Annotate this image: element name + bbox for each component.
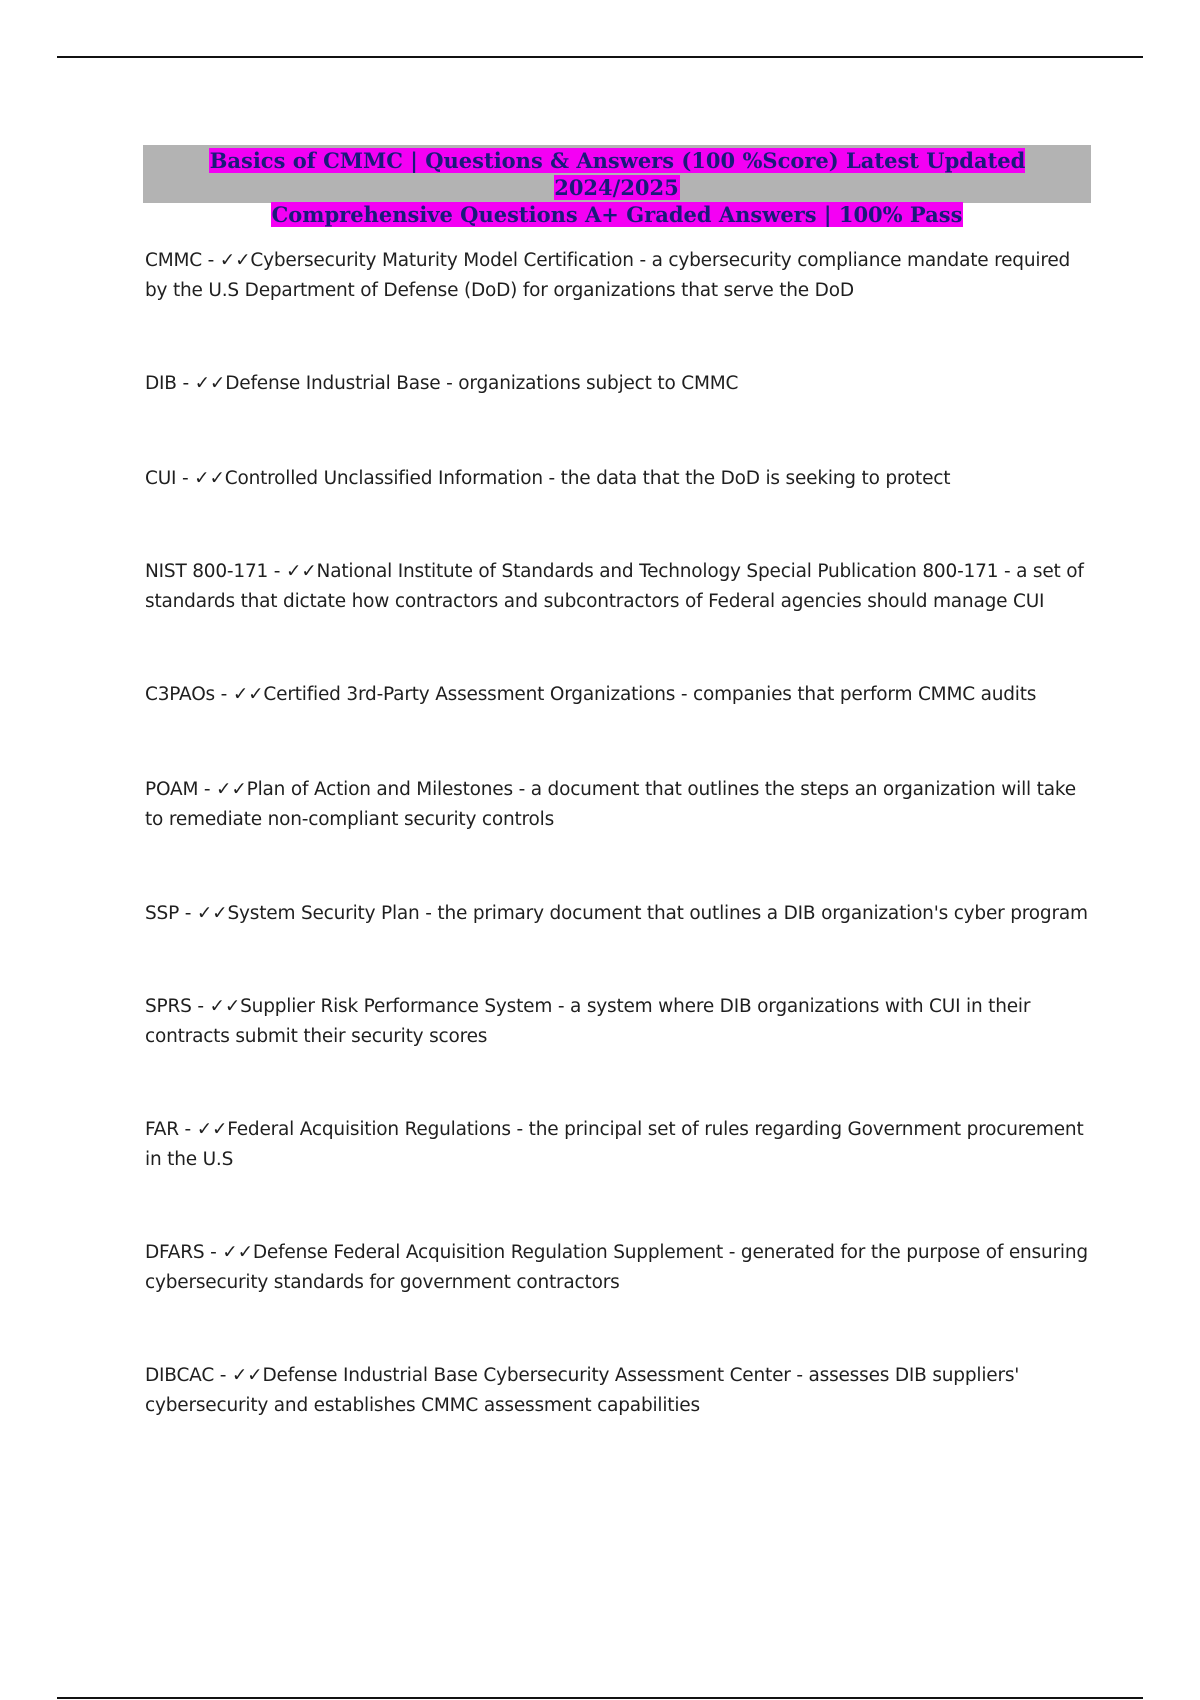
title-banner [143, 145, 1091, 227]
bottom-rule [57, 1697, 1143, 1699]
entry-ssp: SSP - ✓✓System Security Plan - the primary document that outlines a DIB organization's cyber program [145, 903, 1088, 924]
entry-dibcac: DIBCAC - ✓✓Defense Industrial Base Cybersecurity Assessment Center - assesses DIB suppliers' cybersecurity and establishes CMMC assessment capabilities [145, 1365, 1020, 1416]
entry-dfars: DFARS - ✓✓Defense Federal Acquisition Regulation Supplement - generated for the purpose of ensuring cybersecurity standards for government contractors [145, 1242, 1088, 1293]
title-text-2: Comprehensive Questions A+ Graded Answers | 100% Pass [271, 202, 963, 227]
entry-poam: POAM - ✓✓Plan of Action and Milestones - a document that outlines the steps an organization will take to remediate non-compliant security controls [145, 779, 1076, 830]
entry-cui: CUI - ✓✓Controlled Unclassified Information - the data that the DoD is seeking to protect [145, 468, 951, 489]
title-line-2 [143, 201, 1091, 228]
entry-c3paos: C3PAOs - ✓✓Certified 3rd-Party Assessment Organizations - companies that perform CMMC audits [145, 684, 1037, 705]
title-text-1: Basics of CMMC | Questions & Answers (100 %Score) Latest Updated 2024/2025 [209, 148, 1026, 200]
entry-sprs: SPRS - ✓✓Supplier Risk Performance System - a system where DIB organizations with CUI in their contracts submit their security scores [145, 996, 1031, 1047]
entry-cmmc: CMMC - ✓✓Cybersecurity Maturity Model Certification - a cybersecurity compliance mandate required by the U.S Department of Defense (DoD) for organizations that serve the DoD [145, 250, 1071, 301]
entry-nist: NIST 800-171 - ✓✓National Institute of Standards and Technology Special Publication 800-171 - a set of standards that dictate how contractors and subcontractors of Federal agencies should manage CUI [145, 561, 1084, 612]
entry-dib: DIB - ✓✓Defense Industrial Base - organizations subject to CMMC [145, 373, 739, 394]
top-rule [57, 56, 1143, 58]
title-line-1 [143, 147, 1091, 201]
entry-far: FAR - ✓✓Federal Acquisition Regulations - the principal set of rules regarding Government procurement in the U.S [145, 1119, 1084, 1170]
